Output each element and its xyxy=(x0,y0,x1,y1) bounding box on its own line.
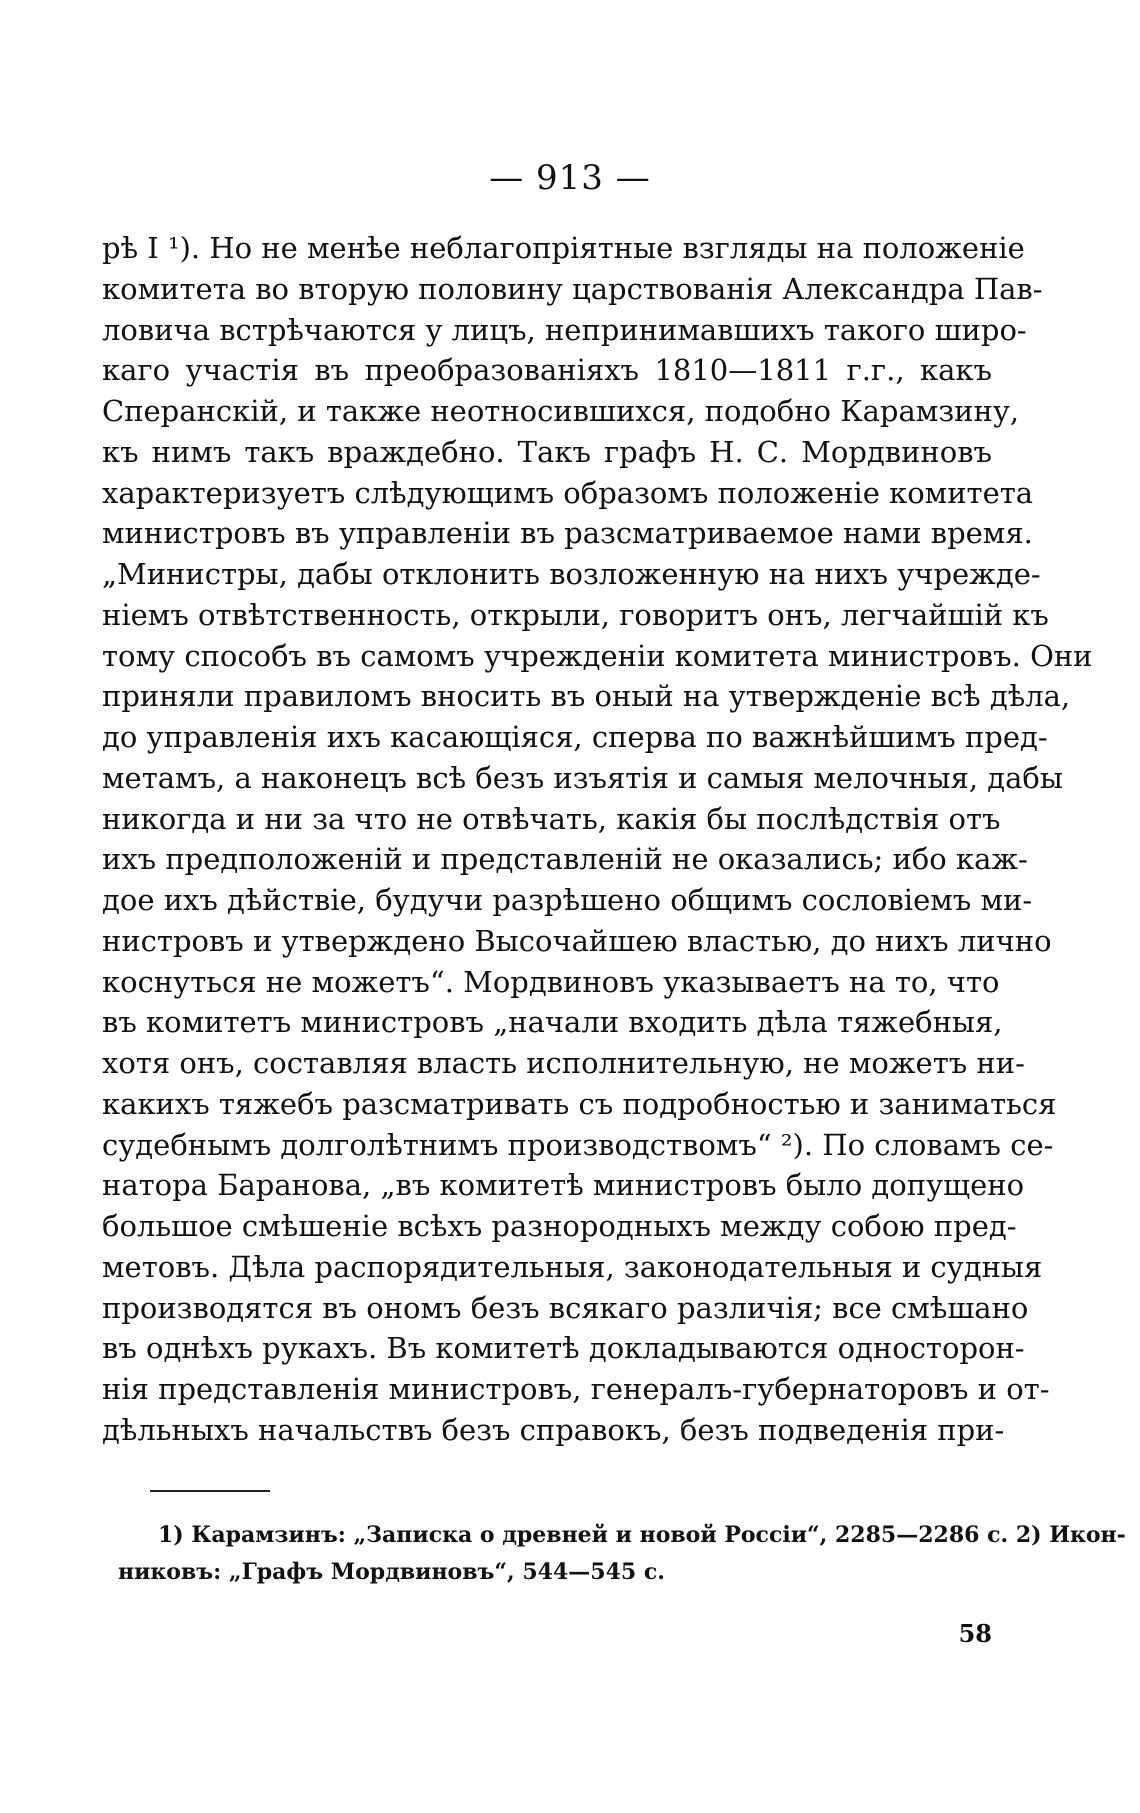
text-line: дое ихъ дѣйствіе, будучи разрѣшено общимъ сословіемъ ми- xyxy=(102,883,1033,917)
printer-signature-mark: 58 xyxy=(958,1619,992,1648)
text-line: Сперанскій, и также неотносившихся, подобно Карамзину, xyxy=(102,394,1020,428)
text-line: хотя онъ, составляя власть исполнительную, не можетъ ни- xyxy=(102,1046,1025,1080)
main-text-block xyxy=(102,228,1093,1451)
text-line: каго участія въ преобразованіяхъ 1810—1811 г.г., какъ xyxy=(102,353,992,388)
text-line: къ нимъ такъ враждебно. Такъ графъ Н. С. Мордвиновъ xyxy=(102,434,992,469)
text-line: метамъ, а наконецъ всѣ безъ изъятія и самыя мелочныя, дабы xyxy=(102,760,1063,795)
text-line: натора Баранова, „въ комитетѣ министровъ было допущено xyxy=(102,1168,1025,1203)
text-line: до управленія ихъ касающіяся, сперва по важнѣйшимъ пред- xyxy=(102,720,1048,754)
text-line: нія представленія министровъ, генералъ-губернаторовъ и от- xyxy=(102,1372,1050,1406)
text-line: характеризуетъ слѣдующимъ образомъ положеніе комитета xyxy=(102,475,1034,510)
footnote-line: никовъ: „Графъ Мордвиновъ“, 544—545 с. xyxy=(118,1559,665,1585)
footnotes xyxy=(118,1517,1126,1591)
text-line: тому способъ въ самомъ учрежденіи комитета министровъ. Они xyxy=(102,638,1093,673)
text-line: судебнымъ долголѣтнимъ производствомъ“ ²). По словамъ се- xyxy=(102,1127,1054,1162)
text-line: дѣльныхъ начальствъ безъ справокъ, безъ подведенія при- xyxy=(102,1412,1005,1447)
text-line: коснуться не можетъ“. Мордвиновъ указываетъ на то, что xyxy=(102,964,1000,999)
text-line: ловича встрѣчаются у лицъ, непринимавшихъ такого широ- xyxy=(102,312,1027,347)
text-line: никогда и ни за что не отвѣчать, какія бы послѣдствія отъ xyxy=(102,801,1001,836)
text-line: рѣ I ¹). Но не менѣе неблагопріятные взгляды на положеніе xyxy=(102,231,1025,265)
text-line: въ однѣхъ рукахъ. Въ комитетѣ докладываются односторон- xyxy=(102,1331,1025,1366)
text-line: министровъ въ управленіи въ разсматриваемое нами время. xyxy=(102,516,1033,551)
text-line: ихъ предположеній и представленій не оказались; ибо каж- xyxy=(102,842,1028,877)
text-line: „Министры, дабы отклонить возложенную на нихъ учрежде- xyxy=(102,557,1041,591)
text-line: въ комитетъ министровъ „начали входить дѣла тяжебныя, xyxy=(102,1005,1003,1040)
text-line: комитета во вторую половину царствованія Александра Пав- xyxy=(102,271,1043,306)
text-line: производятся въ ономъ безъ всякаго различія; все смѣшано xyxy=(102,1290,1029,1325)
footnote-divider xyxy=(150,1490,270,1492)
text-line: какихъ тяжебъ разсматривать съ подробностью и заниматься xyxy=(102,1086,1057,1121)
footnote-line: 1) Карамзинъ: „Записка о древней и новой Россіи“, 2285—2286 с. 2) Икон- xyxy=(158,1522,1126,1548)
text-line: большое смѣшеніе всѣхъ разнородныхъ между собою пред- xyxy=(102,1209,1017,1243)
text-line: приняли правиломъ вносить въ оный на утвержденіе всѣ дѣла, xyxy=(102,679,1071,714)
text-line: ніемъ отвѣтственность, открыли, говоритъ онъ, легчайшій къ xyxy=(102,597,1049,632)
page-number: — 913 — xyxy=(489,158,651,198)
text-line: нистровъ и утверждено Высочайшею властью, до нихъ лично xyxy=(102,923,1052,958)
text-line: метовъ. Дѣла распорядительныя, законодательныя и судныя xyxy=(102,1249,1043,1284)
